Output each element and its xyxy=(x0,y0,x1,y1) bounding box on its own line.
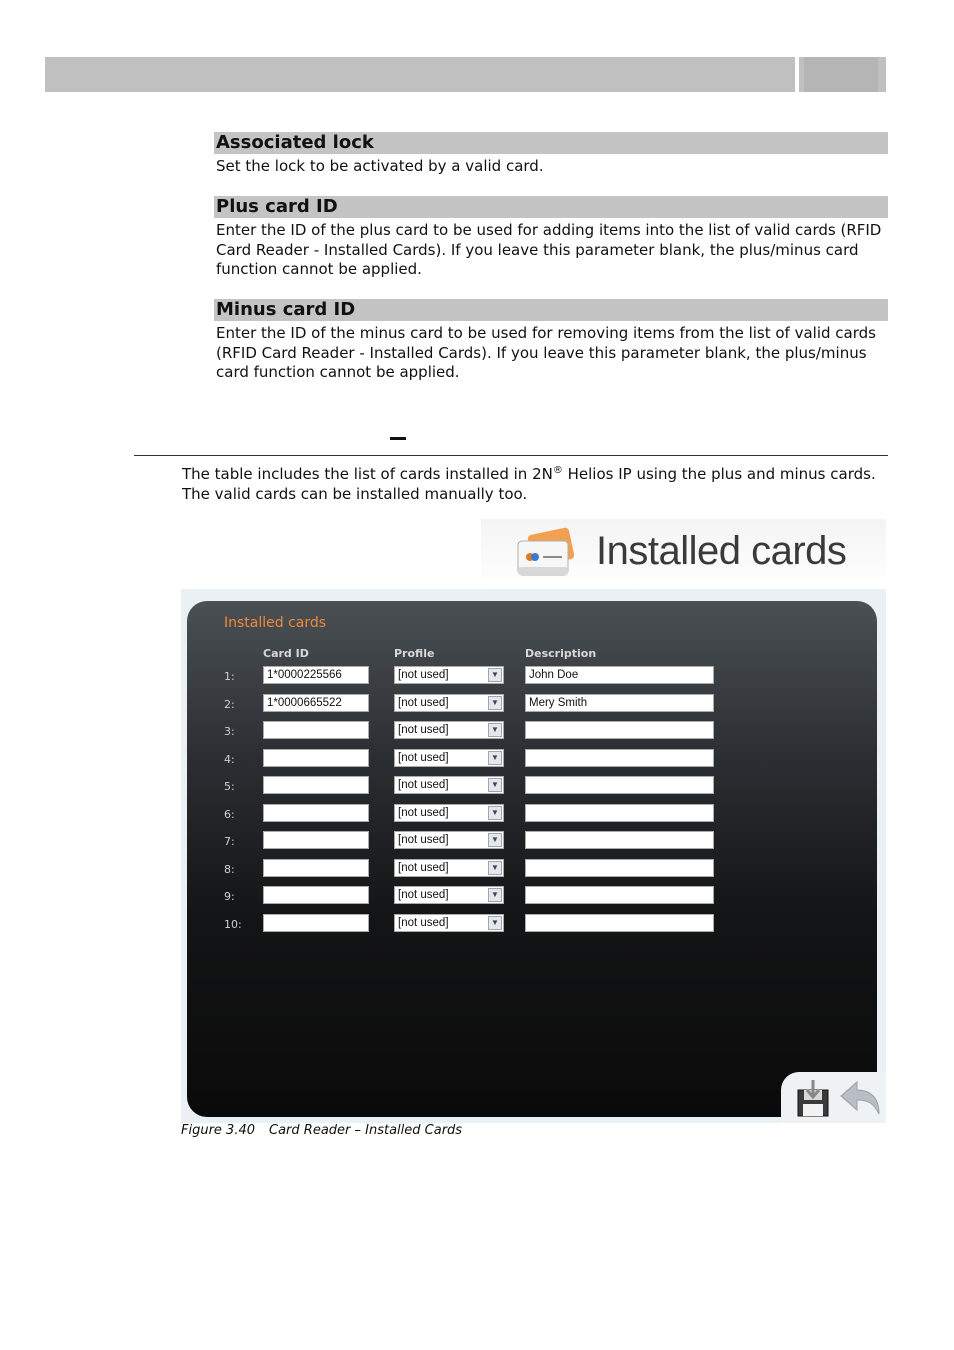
column-header-profile: Profile xyxy=(394,647,435,660)
figure-header-title: Installed cards xyxy=(596,529,847,573)
card-id-input[interactable]: 1*0000665522 xyxy=(263,694,369,712)
profile-select[interactable] xyxy=(394,666,504,684)
card-icon xyxy=(516,527,576,583)
profile-select[interactable] xyxy=(394,776,504,794)
description-input[interactable] xyxy=(525,914,714,932)
chevron-down-icon[interactable]: ▼ xyxy=(488,888,502,902)
card-id-input[interactable] xyxy=(263,776,369,794)
row-number: 1: xyxy=(224,670,235,683)
description-input[interactable] xyxy=(525,859,714,877)
profile-select-value: [not used] xyxy=(398,862,449,874)
section-heading-minus-card: Minus card ID xyxy=(214,299,888,321)
chevron-down-icon[interactable]: ▼ xyxy=(488,833,502,847)
profile-select[interactable] xyxy=(394,804,504,822)
page-number-box xyxy=(799,57,886,92)
installed-cards-panel xyxy=(187,601,877,1117)
card-id-input[interactable] xyxy=(263,804,369,822)
row-number: 8: xyxy=(224,863,235,876)
section-body-associated-lock: Set the lock to be activated by a valid card. xyxy=(216,157,544,175)
row-number: 4: xyxy=(224,753,235,766)
figure-caption: Figure 3.40 Card Reader – Installed Cards xyxy=(181,1123,463,1138)
description-input[interactable]: John Doe xyxy=(525,666,714,684)
section-body-plus-card: Enter the ID of the plus card to be used for adding items into the list of valid cards (RFID Card Reader - Installed Cards). If you leave this parameter blank, the plus/minus card function cannot be applied. xyxy=(216,221,882,278)
installed-cards-screenshot xyxy=(181,519,886,1123)
chevron-down-icon[interactable]: ▼ xyxy=(488,806,502,820)
profile-select-value: [not used] xyxy=(398,724,449,736)
row-number: 5: xyxy=(224,780,235,793)
chevron-down-icon[interactable]: ▼ xyxy=(488,696,502,710)
card-id-input[interactable] xyxy=(263,831,369,849)
row-number: 6: xyxy=(224,808,235,821)
description-input[interactable]: Mery Smith xyxy=(525,694,714,712)
profile-select[interactable] xyxy=(394,831,504,849)
profile-select-value: [not used] xyxy=(398,752,449,764)
column-header-card-id: Card ID xyxy=(263,647,309,660)
row-number: 3: xyxy=(224,725,235,738)
profile-select-value: [not used] xyxy=(398,807,449,819)
card-id-input[interactable] xyxy=(263,886,369,904)
card-id-input[interactable] xyxy=(263,914,369,932)
profile-select-value: [not used] xyxy=(398,697,449,709)
heading-dash xyxy=(390,437,406,440)
row-number: 9: xyxy=(224,890,235,903)
card-id-input[interactable] xyxy=(263,859,369,877)
chevron-down-icon[interactable]: ▼ xyxy=(488,723,502,737)
description-input[interactable] xyxy=(525,721,714,739)
card-id-input[interactable] xyxy=(263,721,369,739)
chevron-down-icon[interactable]: ▼ xyxy=(488,751,502,765)
column-header-description: Description xyxy=(525,647,597,660)
row-number: 2: xyxy=(224,698,235,711)
action-buttons xyxy=(781,1072,886,1123)
chevron-down-icon[interactable]: ▼ xyxy=(488,916,502,930)
row-number: 7: xyxy=(224,835,235,848)
profile-select[interactable] xyxy=(394,694,504,712)
section-heading-plus-card: Plus card ID xyxy=(214,196,888,218)
section-heading-associated-lock: Associated lock xyxy=(214,132,888,154)
card-id-input[interactable]: 1*0000225566 xyxy=(263,666,369,684)
heading-rule xyxy=(134,455,888,456)
profile-select[interactable] xyxy=(394,914,504,932)
chevron-down-icon[interactable]: ▼ xyxy=(488,861,502,875)
profile-select-value: [not used] xyxy=(398,779,449,791)
save-icon[interactable] xyxy=(796,1080,830,1118)
intro-paragraph: The table includes the list of cards installed in 2N® Helios IP using the plus and minus cards. The valid cards can be installed manually too. xyxy=(182,465,876,503)
profile-select[interactable] xyxy=(394,886,504,904)
profile-select[interactable] xyxy=(394,721,504,739)
profile-select-value: [not used] xyxy=(398,834,449,846)
chevron-down-icon[interactable]: ▼ xyxy=(488,668,502,682)
description-input[interactable] xyxy=(525,886,714,904)
section-body-minus-card: Enter the ID of the minus card to be used for removing items from the list of valid cards (RFID Card Reader - Installed Cards). If you leave this parameter blank, the plus/minus card function cannot be applied. xyxy=(216,324,876,381)
description-input[interactable] xyxy=(525,831,714,849)
profile-select-value: [not used] xyxy=(398,917,449,929)
profile-select-value: [not used] xyxy=(398,669,449,681)
description-input[interactable] xyxy=(525,804,714,822)
profile-select[interactable] xyxy=(394,749,504,767)
card-id-input[interactable] xyxy=(263,749,369,767)
page-header-bar xyxy=(45,57,795,92)
description-input[interactable] xyxy=(525,749,714,767)
chevron-down-icon[interactable]: ▼ xyxy=(488,778,502,792)
row-number: 10: xyxy=(224,918,242,931)
panel-title: Installed cards xyxy=(224,615,327,631)
profile-select-value: [not used] xyxy=(398,889,449,901)
description-input[interactable] xyxy=(525,776,714,794)
profile-select[interactable] xyxy=(394,859,504,877)
back-arrow-icon[interactable] xyxy=(839,1080,881,1116)
